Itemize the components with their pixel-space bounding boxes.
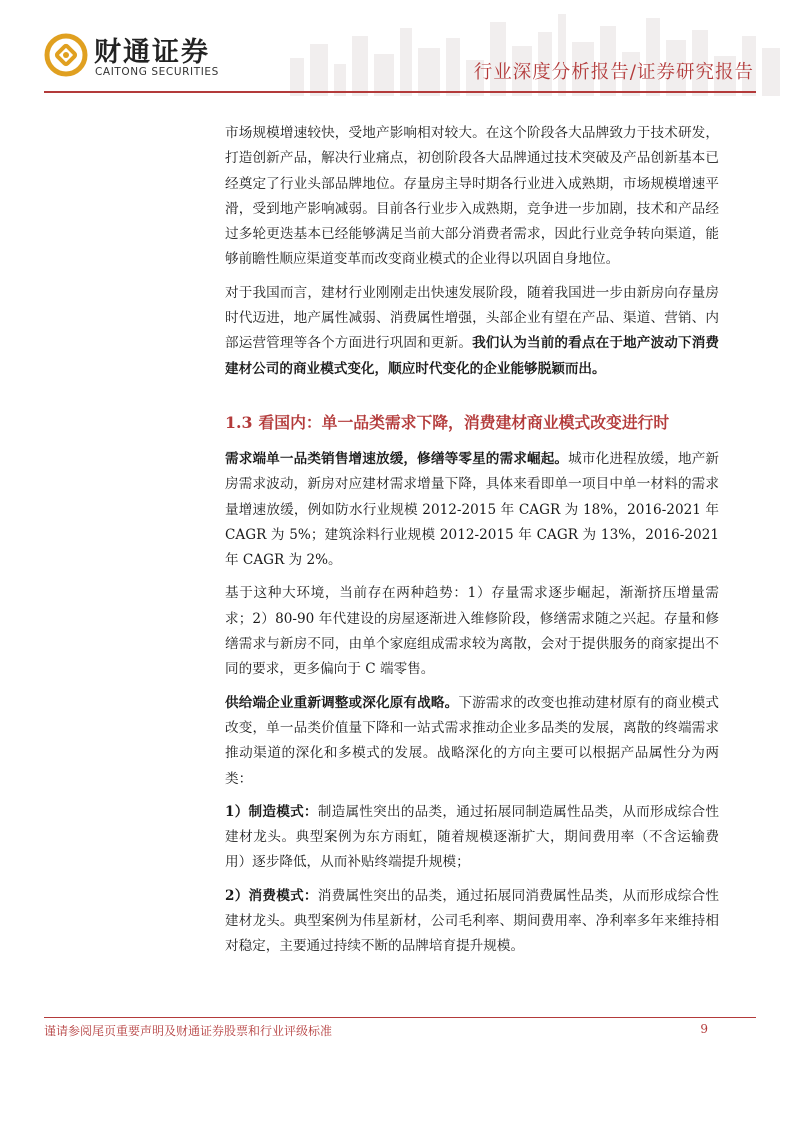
logo-chinese-name: 财通证券 [94, 37, 210, 68]
page-number: 9 [700, 1022, 708, 1036]
content-block-section [225, 447, 719, 968]
company-logo [44, 33, 229, 83]
paragraph-demand-side [225, 447, 719, 573]
section-title: 看国内：单一品类需求下降，消费建材商业模式改变进行时 [258, 413, 670, 432]
paragraph-emphasis: 需求端单一品类销售增速放缓，修缮等零星的需求崛起。 [225, 451, 569, 467]
footer-disclaimer: 谨请参阅尾页重要声明及财通证券股票和行业评级标准 [44, 1024, 333, 1038]
report-type-label: 行业深度分析报告/证券研究报告 [473, 62, 754, 83]
paragraph-domestic-outlook [225, 281, 719, 382]
paragraph-text: 下游需求的改变也推动建材原有的商业模式改变，单一品类价值量下降和一站式需求推动企业多品类的发展，离散的终端需求推动渠道的深化和多模式的发展。战略深化的方向主要可以根据产品属性分为两类： [225, 694, 720, 787]
paragraph-emphasis: 2）消费模式： [225, 887, 318, 904]
content-block-intro [225, 121, 719, 390]
paragraph-trends [225, 581, 719, 682]
paragraph-consumer-mode [225, 884, 719, 960]
paragraph-emphasis: 1）制造模式： [225, 803, 318, 820]
paragraph-text: 市场规模增速较快，受地产影响相对较大。在这个阶段各大品牌致力于技术研发，打造创新产品，解决行业痛点，初创阶段各大品牌通过技术突破及产品创新基本已经奠定了行业头部品牌地位。存量房主导时期各行业进入成熟期，市场规模增速平滑，受到地产影响减弱。目前各行业步入成熟期，竞争进一步加剧，技术和产品经过多轮更迭基本已经能够满足当前大部分消费者需求，因此行业竞争转向渠道，能够前瞻性顺应渠道变革而改变商业模式的企业得以巩固自身地位。 [225, 125, 719, 268]
paragraph-text: 对于我国而言，建材行业刚刚走出快速发展阶段，随着我国进一步由新房向存量房时代迈进，地产属性减弱、消费属性增强，头部企业有望在产品、渠道、营销、内部运营管理等各个方面进行巩固和更新。 [225, 284, 719, 352]
paragraph-manufacturing-mode [225, 800, 719, 876]
paragraph-supply-side [225, 691, 719, 792]
paragraph-text: 消费属性突出的品类，通过拓展同消费属性品类，从而形成综合性建材龙头。典型案例为伟星新材，公司毛利率、期间费用率、净利率多年来维持相对稳定，主要通过持续不断的品牌培育提升规模。 [225, 887, 719, 955]
logo-english-name: CAITONG SECURITIES [95, 66, 219, 78]
header-divider [44, 91, 756, 93]
section-heading [225, 410, 719, 433]
section-number: 1.3 [225, 413, 253, 432]
footer-divider [44, 1017, 756, 1018]
paragraph-emphasis: 供给端企业重新调整或深化原有战略。 [225, 694, 459, 711]
paragraph-text: 制造属性突出的品类，通过拓展同制造属性品类，从而形成综合性建材龙头。典型案例为东方雨虹，随着规模逐渐扩大，期间费用率（不含运输费用）逐步降低，从而补贴终端提升规模； [225, 803, 719, 871]
paragraph-text: 基于这种大环境，当前存在两种趋势：1）存量需求逐步崛起，渐渐挤压增量需求；2）80-90 年代建设的房屋逐渐进入维修阶段，修缮需求随之兴起。存量和修缮需求与新房不同，由单个家庭组成需求较为离散，会对于提供服务的商家提出不同的要求，更多偏向于 C 端零售。 [225, 585, 719, 678]
paragraph-emphasis: 我们认为当前的看点在于地产波动下消费建材公司的商业模式变化，顺应时代变化的企业能够脱颖而出。 [225, 335, 720, 377]
paragraph-text: 城市化进程放缓，地产新房需求波动，新房对应建材需求增量下降，具体来看即单一项目中单一材料的需求量增速放缓，例如防水行业规模 2012-2015 年 CAGR 为 18%，2016-2021 年 CAGR 为 5%；建筑涂料行业规模 2012-2015 年 CAGR 为 13%，2016-2021 年 CAGR 为 2%。 [225, 451, 720, 569]
paragraph-market-growth [225, 121, 719, 273]
logo-emblem-icon [44, 33, 88, 77]
page-header [0, 0, 794, 100]
